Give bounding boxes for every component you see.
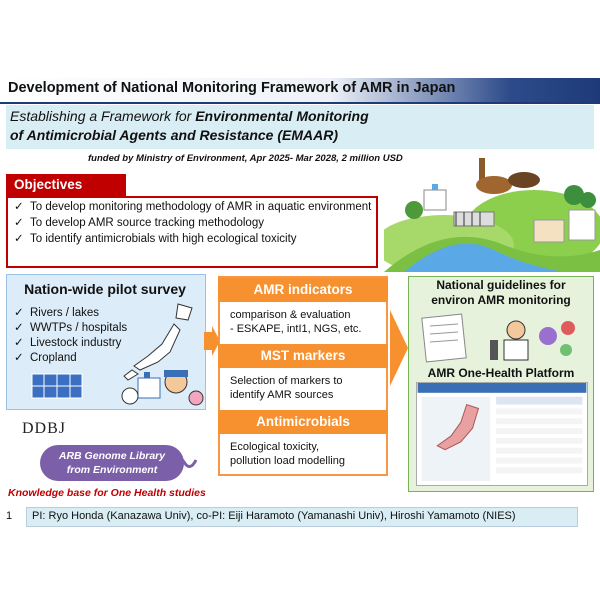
check-icon: ✓	[14, 201, 24, 213]
list-item: ✓ To develop monitoring methodology of AMR in aquatic environment	[14, 201, 372, 213]
page-number: 1	[6, 510, 13, 522]
pilot-survey-title: Nation-wide pilot survey	[24, 281, 186, 297]
subtitle-plain: Establishing a Framework for	[10, 108, 196, 124]
amr-indicators-body: comparison & evaluation - ESKAPE, intI1, NGS, etc.	[230, 309, 362, 335]
title-divider	[0, 102, 600, 104]
mst-markers-body: Selection of markers to identify AMR sources	[230, 375, 343, 401]
check-icon: ✓	[14, 322, 24, 334]
antimicrobials-body: Ecological toxicity, pollution load modelling	[230, 441, 345, 467]
landscape-illustration	[384, 150, 600, 272]
bacterium-tail-icon	[168, 450, 198, 474]
platform-title: AMR One-Health Platform	[427, 366, 575, 380]
check-icon: ✓	[14, 307, 24, 319]
check-icon: ✓	[14, 337, 24, 349]
check-icon: ✓	[14, 233, 24, 245]
japan-map-illustration	[118, 300, 204, 408]
list-item: ✓ Livestock industry	[14, 337, 122, 349]
knowledge-base-note: Knowledge base for One Health studies	[8, 487, 206, 499]
list-item: ✓ Cropland	[14, 352, 77, 364]
check-icon: ✓	[14, 217, 24, 229]
ddbj-logo: DDBJ	[22, 420, 67, 437]
guidelines-title: National guidelines for environ AMR monitoring	[431, 278, 571, 307]
page-title: Development of National Monitoring Framework of AMR in Japan	[8, 80, 456, 96]
list-item: ✓ To identify antimicrobials with high ecological toxicity	[14, 233, 297, 245]
objectives-list	[14, 200, 374, 248]
objectives-label: Objectives	[6, 174, 126, 196]
platform-screenshot	[416, 382, 588, 486]
antimicrobials-title: Antimicrobials	[218, 410, 388, 434]
guidelines-illustration	[416, 310, 588, 364]
list-item: ✓ WWTPs / hospitals	[14, 322, 128, 334]
investigators: PI: Ryo Honda (Kanazawa Univ), co-PI: Eiji Haramoto (Yamanashi Univ), Hiroshi Yamamoto (NIES)	[32, 510, 516, 522]
solar-panel-illustration	[30, 372, 114, 402]
funding-note: funded by Ministry of Environment, Apr 2025- Mar 2028, 2 million USD	[88, 153, 403, 164]
subtitle-bold: Environmental Monitoring	[195, 108, 369, 124]
list-item: ✓ To develop AMR source tracking methodology	[14, 217, 264, 229]
arrow-right-large-icon	[390, 310, 408, 386]
subtitle-line2: of Antimicrobial Agents and Resistance (EMAAR)	[10, 127, 339, 143]
amr-indicators-title: AMR indicators	[218, 278, 388, 302]
subtitle	[10, 107, 430, 145]
mst-markers-title: MST markers	[218, 344, 388, 368]
pilot-survey-list	[14, 306, 127, 366]
arb-library-label: ARB Genome Library from Environment	[58, 450, 166, 476]
check-icon: ✓	[14, 352, 24, 364]
list-item: ✓ Rivers / lakes	[14, 307, 100, 319]
